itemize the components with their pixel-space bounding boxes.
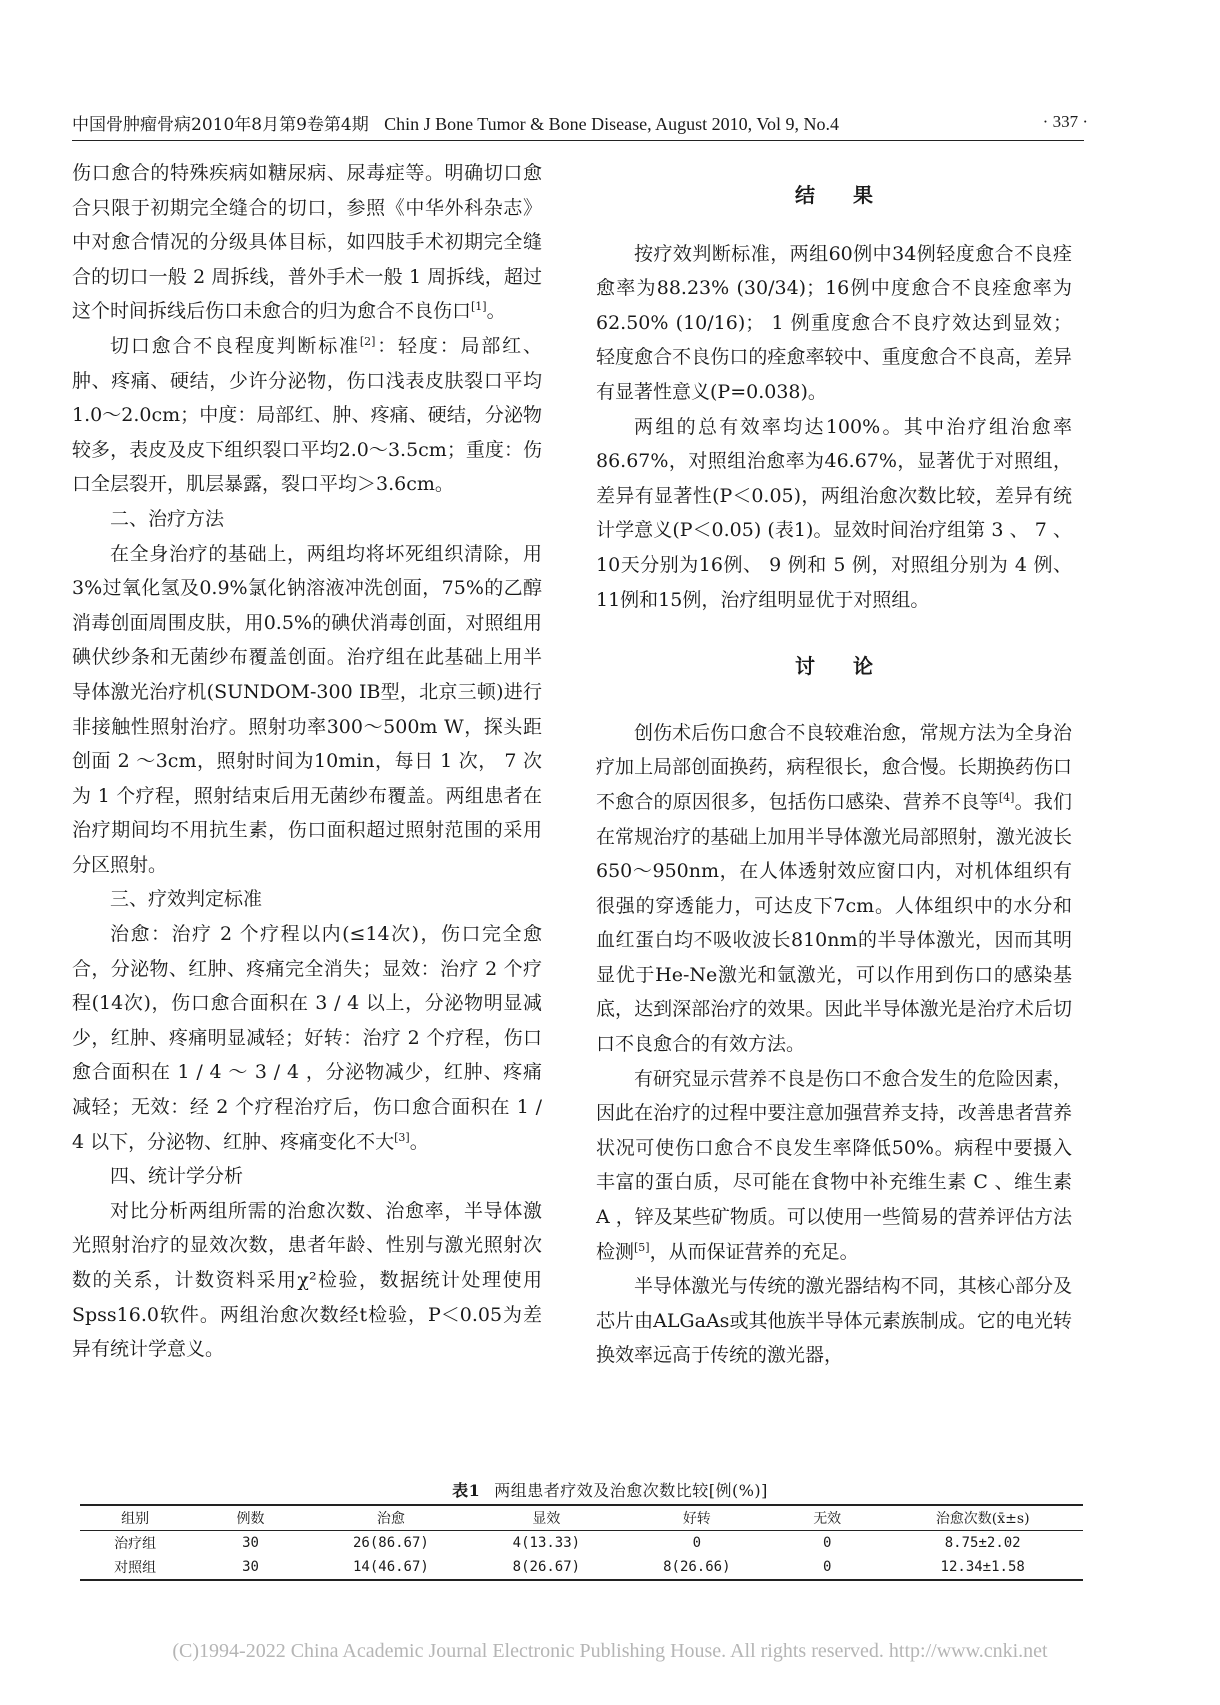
subheading-criteria: 三、疗效判定标准 <box>110 888 263 911</box>
paragraph-discussion-2: 有研究显示营养不良是伤口不愈合发生的危险因素，因此在治疗的过程中要注意加强营养支持，改善患者营养状况可使伤口愈合不良发生率降低50%。病程中要摄入丰富的蛋白质，尽可能在食物中补充维生素 C 、维生素 A ，锌及某些矿物质。可以使用一些简易的营养评估方法检测[5]，从而保证营养的充足。 <box>596 1067 1072 1263</box>
page-number: · 337 · <box>1042 112 1088 131</box>
table-cell: 4(13.33) <box>512 1535 581 1551</box>
copyright-footer: (C)1994-2022 China Academic Journal Electronic Publishing House. All rights reserved. http://www.cnki.net <box>172 1640 1048 1662</box>
citation-1[interactable]: [1] <box>471 300 487 314</box>
paragraph-results-1: 按疗效判断标准，两组60例中34例轻度愈合不良痊愈率为88.23% (30/34)；16例中度愈合不良痊愈率为62.50% (10/16)； 1 例重度愈合不良疗效达到显效；轻度愈合不良伤口的痊愈率较中、重度愈合不良高，差异有显著性意义(P=0.038)。 <box>596 242 1072 403</box>
paragraph-statistics: 对比分析两组所需的治愈次数、治愈率，半导体激光照射治疗的显效次数，患者年龄、性别与激光照射次数的关系，计数资料采用χ²检验，数据统计处理使用Spss16.0软件。两组治愈次数经t检验，P＜0.05为差异有统计学意义。 <box>72 1199 542 1361</box>
table-cell: 26(86.67) <box>352 1535 429 1551</box>
table-row <box>80 1531 1083 1556</box>
left-column <box>72 156 542 1367</box>
header-treatment-times: 治愈次数(x̄±s) <box>882 1505 1083 1531</box>
table-caption-text: 两组患者疗效及治愈次数比较[例(%)] <box>494 1481 768 1500</box>
header-cured: 治愈 <box>311 1505 471 1531</box>
header-rule <box>72 140 1084 141</box>
table-cell: 治疗组 <box>114 1536 157 1552</box>
header-ineffective: 无效 <box>772 1505 882 1531</box>
table-cell: 12.34±1.58 <box>882 1555 1083 1580</box>
table-cell: 8.75±2.02 <box>944 1535 1021 1551</box>
paragraph-discussion-1: 创伤术后伤口愈合不良较难治愈，常规方法为全身治疗加上局部创面换药，病程很长，愈合慢。长期换药伤口不愈合的原因很多，包括伤口感染、营养不良等[4]。我们在常规治疗的基础上加用半导体激光局部照射，激光波长650～950nm，在人体透射效应窗口内，对机体组织有很强的穿透能力，可达皮下7cm。人体组织中的水分和血红蛋白均不吸收波长810nm的半导体激光，因而其明显优于He-Ne激光和氩激光，可以作用到伤口的感染基底，达到深部治疗的效果。因此半导体激光是治疗术后切口不良愈合的有效方法。 <box>596 721 1072 1056</box>
header-count: 例数 <box>190 1505 310 1531</box>
header-improved: 好转 <box>622 1505 772 1531</box>
table-cell: 0 <box>772 1555 882 1580</box>
table-cell: 30 <box>242 1535 259 1551</box>
table-caption <box>0 1478 1220 1501</box>
paragraph-efficacy-criteria: 治愈：治疗 2 个疗程以内(≤14次)，伤口完全愈合，分泌物、红肿、疼痛完全消失；显效：治疗 2 个疗程(14次)，伤口愈合面积在 3 / 4 以上，分泌物明显减少，红肿、疼痛明显减轻；好转：治疗 2 个疗程，伤口愈合面积在 1 / 4 ～ 3 / 4 ，分泌物减少，红肿、疼痛减轻；无效：经 2 个疗程治疗后，伤口愈合面积在 1 / 4 以下，分泌物、红肿、疼痛变化不大[3]。 <box>72 923 542 1153</box>
citation-5[interactable]: [5] <box>634 1240 650 1254</box>
section-title-results: 结果 <box>795 183 911 207</box>
paragraph-wound-definition: 伤口愈合的特殊疾病如糖尿病、尿毒症等。明确切口愈合只限于初期完全缝合的切口，参照《中华外科杂志》中对愈合情况的分级具体目标，如四肢手术初期完全缝合的切口一般 2 周拆线，普外手术一般 1 周拆线，超过这个时间拆线后伤口未愈合的归为愈合不良伤口[1]。 <box>72 162 542 323</box>
citation-4[interactable]: [4] <box>998 790 1015 804</box>
table-row <box>80 1555 1083 1580</box>
subheading-statistics: 四、统计学分析 <box>110 1165 244 1188</box>
table-header-row <box>80 1505 1083 1531</box>
citation-2[interactable]: [2] <box>359 334 376 348</box>
section-title-discussion: 讨论 <box>795 654 911 679</box>
header-marked: 显效 <box>471 1505 621 1531</box>
results-table <box>80 1504 1083 1581</box>
running-header <box>72 112 1072 137</box>
table-cell: 0 <box>692 1535 702 1551</box>
paragraph-results-2: 两组的总有效率均达100%。其中治疗组治愈率86.67%，对照组治愈率为46.67%，显著优于对照组，差异有显著性(P＜0.05)，两组治愈次数比较，差异有统计学意义(P＜0.05) (表1)。显效时间治疗组第 3 、 7 、10天分别为16例、 9 例和 5 例，对照组分别为 4 例、11例和15例，治疗组明显优于对照组。 <box>596 415 1072 611</box>
paragraph-discussion-3: 半导体激光与传统的激光器结构不同，其核心部分及芯片由ALGaAs或其他族半导体元素族制成。它的电光转换效率远高于传统的激光器， <box>596 1275 1072 1367</box>
paragraph-severity-criteria: 切口愈合不良程度判断标准[2]：轻度：局部红、肿、疼痛、硬结，少许分泌物，伤口浅表皮肤裂口平均1.0～2.0cm；中度：局部红、肿、疼痛、硬结，分泌物较多，表皮及皮下组织裂口平均2.0～3.5cm；重度：伤口全层裂开，肌层暴露，裂口平均＞3.6cm。 <box>72 334 542 496</box>
table-cell: 0 <box>822 1535 832 1551</box>
table-cell: 8(26.66) <box>622 1555 772 1580</box>
table-cell: 8(26.67) <box>471 1555 621 1580</box>
subheading-treatment: 二、治疗方法 <box>110 507 225 530</box>
citation-3[interactable]: [3] <box>394 1130 410 1144</box>
right-column <box>596 156 1072 1373</box>
paragraph-treatment: 在全身治疗的基础上，两组均将坏死组织清除，用3%过氧化氢及0.9%氯化钠溶液冲洗创面，75%的乙醇消毒创面周围皮肤，用0.5%的碘伏消毒创面，对照组用碘伏纱条和无菌纱布覆盖创面。治疗组在此基础上用半导体激光治疗机(SUNDOM-300 IB型，北京三顿)进行非接触性照射治疗。照射功率300～500m W，探头距创面 2 ～3cm，照射时间为10min，每日 1 次， 7 次为 1 个疗程，照射结束后用无菌纱布覆盖。两组患者在治疗期间均不用抗生素，伤口面积超过照射范围的采用分区照射。 <box>72 542 542 876</box>
journal-title-en: Chin J Bone Tumor & Bone Disease, August 2010, Vol 9, No.4 <box>384 114 840 134</box>
table-cell: 30 <box>190 1555 310 1580</box>
journal-title-cn: 中国骨肿瘤骨病2010年8月第9卷第4期 <box>72 115 369 135</box>
table-label: 表1 <box>452 1481 481 1500</box>
header-group: 组别 <box>80 1505 190 1531</box>
table-cell: 14(46.67) <box>311 1555 471 1580</box>
table-cell: 对照组 <box>80 1555 190 1580</box>
